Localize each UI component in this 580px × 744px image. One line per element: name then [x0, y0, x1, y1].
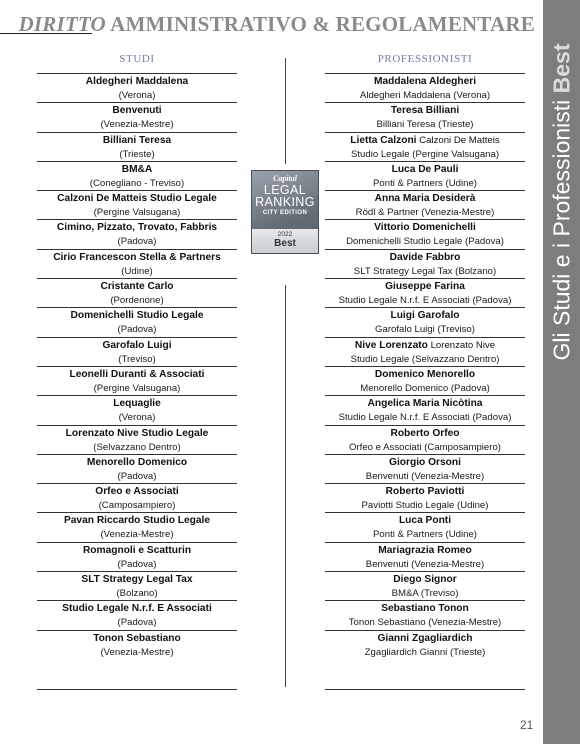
studi-heading: STUDI [119, 53, 155, 65]
professionisti-heading: PROFESSIONISTI [377, 53, 473, 65]
badge-line2: RANKING [255, 195, 315, 209]
legal-ranking-badge [251, 170, 319, 254]
professionisti-list [325, 73, 525, 659]
professionisti-entry-line1 [325, 368, 525, 382]
studi-entry [37, 600, 237, 629]
studi-entry-name: Billiani Teresa [102, 134, 172, 146]
professionisti-entry-line1 [325, 221, 525, 235]
professionisti-entry [325, 102, 525, 131]
professionisti-entry [325, 483, 525, 512]
studi-entry-name: Studio Legale N.r.f. E Associati [62, 603, 212, 615]
professionisti-entry-sub: Billiani Teresa (Trieste) [376, 119, 474, 131]
badge-line1: LEGAL [263, 183, 307, 197]
studi-entry-line1 [37, 456, 237, 470]
studi-entry-line1 [37, 368, 237, 382]
studi-entry [37, 249, 237, 278]
studi-entry-sub: (Camposampiero) [98, 500, 176, 512]
professionisti-entry-line1 [325, 397, 525, 411]
professionisti-entry-name: Vittorio Domenichelli [374, 222, 476, 234]
studi-entry-name: SLT Strategy Legal Tax [81, 574, 193, 586]
studi-entry [37, 483, 237, 512]
studi-entry-name: Pavan Riccardo Studio Legale [63, 515, 211, 527]
badge-year: 2022 [277, 231, 293, 238]
studi-entry-name: Cristante Carlo [100, 281, 174, 293]
studi-entry-sub: (Padova) [117, 617, 157, 629]
professionisti-entry-line1 [325, 514, 525, 528]
professionisti-entry [325, 337, 525, 366]
professionisti-entry-name: Teresa Billiani [390, 105, 460, 117]
studi-entry-name: BM&A [121, 163, 153, 175]
professionisti-entry [325, 512, 525, 541]
studi-entry-sub: (Verona) [118, 412, 156, 424]
studi-entry-sub: (Padova) [117, 558, 157, 570]
professionisti-entry [325, 278, 525, 307]
professionisti-entry-name: Luca Ponti [398, 515, 452, 527]
professionisti-entry-name: Giorgio Orsoni [389, 456, 461, 468]
professionisti-list-end-rule [325, 689, 525, 690]
professionisti-entry-sub: Orfeo e Associati (Camposampiero) [349, 441, 501, 453]
studi-entry-line1 [37, 192, 237, 206]
professionisti-entry-name: Maddalena Aldegheri [373, 76, 477, 87]
professionisti-entry [325, 454, 525, 483]
professionisti-entry-sub: Zgagliardich Gianni (Trieste) [364, 646, 486, 658]
badge-brand: Capital [272, 174, 297, 183]
studi-entry-sub: (Udine) [121, 265, 153, 277]
professionisti-entry-name: Mariagrazia Romeo [378, 544, 472, 556]
studi-entry-line1 [37, 514, 237, 528]
studi-entry-line1 [37, 427, 237, 441]
professionisti-entry [325, 542, 525, 571]
professionisti-entry-sub: Studio Legale (Selvazzano Dentro) [350, 353, 500, 365]
studi-entry-sub: (Treviso) [118, 353, 156, 365]
studi-entry [37, 542, 237, 571]
studi-entry-line1 [37, 104, 237, 118]
studi-entry-line1 [37, 339, 237, 353]
studi-entry [37, 102, 237, 131]
studi-entry [37, 132, 237, 161]
studi-entry-name: Menorello Domenico [86, 456, 188, 468]
professionisti-entry-sub: Studio Legale N.r.f. E Associati (Padova) [338, 412, 512, 424]
studi-entry [37, 307, 237, 336]
studi-entry-line1 [37, 163, 237, 177]
professionisti-entry-name: Giuseppe Farina [385, 281, 465, 293]
professionisti-entry-name: Domenico Menorello [374, 368, 476, 380]
professionisti-entry-line1 [325, 104, 525, 118]
professionisti-entry-name: Gianni Zgagliardich [377, 632, 473, 644]
studi-entry [37, 395, 237, 424]
professionisti-entry-line1 [325, 192, 525, 206]
professionisti-entry [325, 366, 525, 395]
studi-entry-sub: (Bolzano) [116, 588, 158, 600]
professionisti-entry-sub: Garofalo Luigi (Treviso) [375, 324, 475, 336]
professionisti-entry-name: Luca De Pauli [391, 163, 459, 175]
studi-entry-sub: (Padova) [117, 324, 157, 336]
professionisti-entry-sub: Ponti & Partners (Udine) [373, 177, 477, 189]
professionisti-entry-sub: Menorello Domenico (Padova) [360, 382, 490, 394]
studi-entry-line1 [37, 632, 237, 646]
studi-entry-sub: (Trieste) [119, 148, 155, 160]
studi-entry-name: Romagnoli e Scatturin [82, 544, 192, 556]
studi-entry-sub: (Conegliano - Treviso) [89, 177, 185, 189]
studi-entry-line1 [37, 573, 237, 587]
professionisti-entry-name: Sebastiano Tonon [381, 603, 469, 615]
professionisti-entry-line1 [325, 544, 525, 558]
studi-entry-sub: (Venezia-Mestre) [100, 119, 174, 131]
professionisti-entry-sub: Rödl & Partner (Venezia-Mestre) [355, 207, 495, 219]
professionisti-entry [325, 630, 525, 659]
studi-entry-sub: (Venezia-Mestre) [100, 529, 174, 541]
studi-list-end-rule [37, 689, 237, 690]
side-banner-text [548, 43, 575, 360]
professionisti-entry-sub: BM&A (Treviso) [391, 588, 459, 600]
professionisti-entry-sub: Studio Legale N.r.f. E Associati (Padova) [338, 295, 512, 307]
studi-list [37, 73, 237, 659]
professionisti-entry-sub: Paviotti Studio Legale (Udine) [361, 500, 489, 512]
professionisti-entry [325, 425, 525, 454]
professionisti-entry-line1 [325, 309, 525, 323]
professionisti-entry-line1 [325, 280, 525, 294]
studi-entry-line1 [37, 134, 237, 148]
studi-entry-sub: (Padova) [117, 236, 157, 248]
column-divider-top [285, 58, 286, 164]
professionisti-entry-name: Anna Maria Desiderà [374, 193, 476, 205]
section-title [19, 12, 535, 37]
professionisti-entry [325, 219, 525, 248]
studi-entry-name: Garofalo Luigi [102, 339, 172, 351]
studi-entry-line1 [37, 602, 237, 616]
professionisti-entry-name: Roberto Orfeo [390, 427, 460, 439]
studi-entry-name: Cirio Francescon Stella & Partners [53, 251, 221, 263]
studi-entry-name: Aldegheri Maddalena [85, 76, 189, 87]
studi-entry-sub: (Padova) [117, 470, 157, 482]
studi-entry-sub: (Verona) [118, 90, 156, 101]
studi-entry [37, 190, 237, 219]
professionisti-entry-name: Lietta Calzoni [350, 134, 417, 146]
studi-entry-sub: (Pergine Valsugana) [93, 207, 181, 219]
studi-entry-sub: (Pergine Valsugana) [93, 382, 181, 394]
professionisti-entry [325, 73, 525, 102]
studi-entry-line1 [37, 280, 237, 294]
professionisti-entry-name: Angelica Maria Nicòtina [367, 398, 483, 410]
professionisti-entry-line1 [325, 75, 525, 89]
professionisti-entry-name: Diego Signor [393, 574, 457, 586]
professionisti-entry-line1 [325, 339, 525, 353]
studi-entry-line1 [37, 397, 237, 411]
professionisti-entry-name: Davide Fabbro [389, 251, 461, 263]
professionisti-entry-line1 [325, 485, 525, 499]
studi-entry-line1 [37, 309, 237, 323]
side-banner-best: Best [548, 43, 574, 94]
professionisti-entry [325, 190, 525, 219]
studi-entry-line1 [37, 251, 237, 265]
studi-entry-name: Orfeo e Associati [95, 486, 179, 498]
professionisti-entry-sub: Domenichelli Studio Legale (Padova) [346, 236, 504, 248]
column-divider-bottom [285, 285, 286, 687]
studi-entry [37, 337, 237, 366]
studi-entry [37, 425, 237, 454]
professionisti-entry-line1 [325, 456, 525, 470]
studi-entry [37, 366, 237, 395]
studi-entry-name: Tonon Sebastiano [93, 632, 181, 644]
professionisti-entry-line1 [325, 602, 525, 616]
studi-entry [37, 73, 237, 102]
section-title-rest: AMMINISTRATIVO & REGOLAMENTARE [105, 12, 535, 36]
professionisti-entry-inline: Calzoni De Matteis [416, 134, 500, 146]
professionisti-entry-sub: Aldegheri Maddalena (Verona) [359, 90, 491, 101]
studi-entry-line1 [37, 544, 237, 558]
studi-entry-line1 [37, 485, 237, 499]
professionisti-entry-sub: Benvenuti (Venezia-Mestre) [365, 558, 485, 570]
professionisti-entry-line1 [325, 163, 525, 177]
studi-entry-sub: (Selvazzano Dentro) [93, 441, 181, 453]
professionisti-entry-sub: Tonon Sebastiano (Venezia-Mestre) [348, 617, 502, 629]
studi-entry-name: Domenichelli Studio Legale [70, 310, 204, 322]
studi-entry [37, 454, 237, 483]
studi-entry-line1 [37, 75, 237, 89]
professionisti-entry [325, 132, 525, 161]
studi-entry [37, 630, 237, 659]
studi-entry-name: Lorenzato Nive Studio Legale [65, 427, 209, 439]
professionisti-entry-sub: Benvenuti (Venezia-Mestre) [365, 470, 485, 482]
professionisti-entry-name: Luigi Garofalo [390, 310, 460, 322]
badge-edition: CITY EDITION [262, 210, 308, 216]
page-number: 21 [520, 718, 534, 732]
professionisti-entry-line1 [325, 427, 525, 441]
studi-entry-sub: (Venezia-Mestre) [100, 646, 174, 658]
professionisti-entry-line1 [325, 134, 525, 148]
professionisti-entry-sub: SLT Strategy Legal Tax (Bolzano) [353, 265, 497, 277]
professionisti-entry [325, 395, 525, 424]
professionisti-entry-inline: Lorenzato Nive [427, 339, 496, 351]
studi-entry-name: Benvenuti [112, 105, 162, 117]
professionisti-entry [325, 307, 525, 336]
professionisti-entry [325, 571, 525, 600]
side-banner-label: Gli Studi e i Professionisti [548, 93, 574, 361]
professionisti-entry-sub: Studio Legale (Pergine Valsugana) [350, 148, 500, 160]
page-header [0, 0, 543, 44]
badge-best: Best [274, 238, 296, 249]
studi-entry-line1 [37, 221, 237, 235]
studi-entry [37, 512, 237, 541]
professionisti-entry-name: Nive Lorenzato [354, 339, 428, 351]
studi-entry-name: Lequaglie [113, 398, 161, 410]
studi-entry [37, 278, 237, 307]
badge-lower-band [252, 229, 318, 253]
studi-entry [37, 571, 237, 600]
professionisti-entry-line1 [325, 573, 525, 587]
professionisti-entry [325, 249, 525, 278]
professionisti-entry [325, 161, 525, 190]
studi-entry-name: Calzoni De Matteis Studio Legale [57, 193, 217, 205]
studi-entry [37, 161, 237, 190]
professionisti-entry-line1 [325, 632, 525, 646]
professionisti-entry-line1 [325, 251, 525, 265]
studi-entry [37, 219, 237, 248]
studi-entry-sub: (Pordenone) [110, 295, 164, 307]
side-banner [543, 0, 580, 744]
professionisti-entry [325, 600, 525, 629]
professionisti-entry-sub: Ponti & Partners (Udine) [373, 529, 477, 541]
studi-entry-name: Leonelli Duranti & Associati [69, 368, 205, 380]
section-title-italic: DIRITTO [18, 12, 106, 36]
professionisti-entry-name: Roberto Paviotti [385, 486, 465, 498]
studi-entry-name: Cimino, Pizzato, Trovato, Fabbris [56, 222, 218, 234]
